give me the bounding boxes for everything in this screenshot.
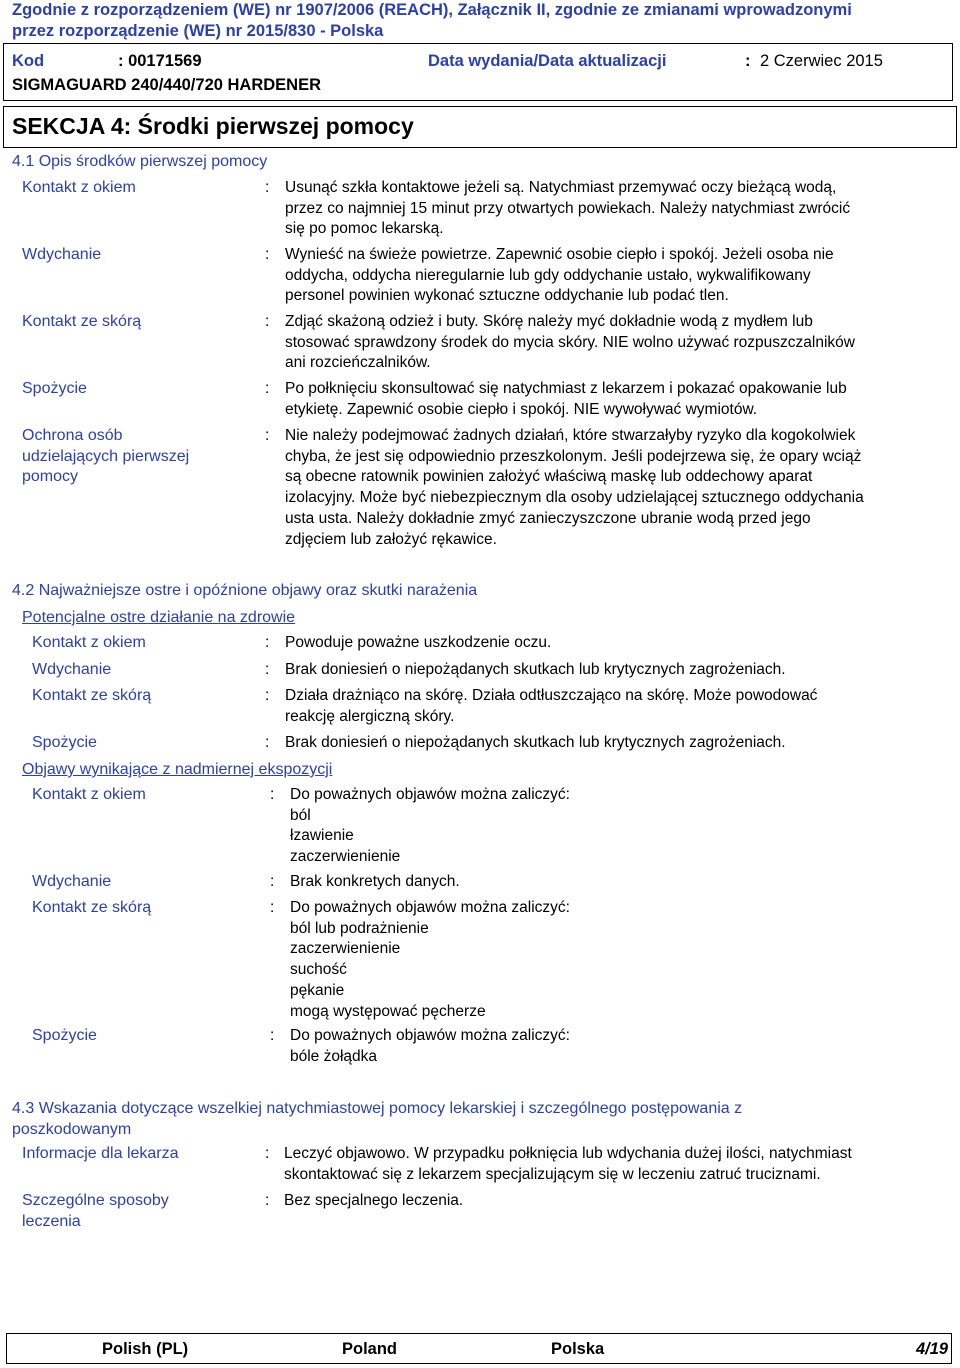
colon: :: [265, 427, 270, 444]
eye-contact-label: Kontakt z okiem: [22, 179, 136, 196]
text-line: bóle żołądka: [290, 1047, 378, 1065]
acute-skin-text: [285, 686, 817, 727]
text-line: ani rozcieńczalników.: [285, 354, 431, 372]
skin-contact-text: [285, 312, 855, 374]
colon: :: [265, 734, 270, 751]
section-title: SEKCJA 4: Środki pierwszej pomocy: [12, 113, 414, 139]
label-line: Ochrona osób: [22, 427, 123, 444]
colon: :: [265, 179, 270, 196]
text-line: Do poważnych objawów można zaliczyć:: [290, 786, 570, 803]
footer-page-number: 4/19: [916, 1340, 949, 1358]
text-line: zdjęciem lub założyć rękawice.: [285, 530, 497, 548]
subsection-4-2-heading: 4.2 Najważniejsze ostre i opóźnione objawy oraz skutki narażenia: [12, 582, 478, 599]
text-line: usta usta. Należy dokładnie zmyć zanieczyszczone ubranie wodą przed jego: [285, 509, 811, 527]
text-line: reakcję alergiczną skóry.: [285, 707, 455, 725]
code-label: Kod: [12, 52, 45, 70]
colon: :: [265, 687, 270, 704]
colon: :: [270, 873, 275, 890]
acute-inhalation-text: Brak doniesień o niepożądanych skutkach lub krytycznych zagrożeniach.: [285, 661, 786, 678]
text-line: personel powinien wykonać sztuczne oddychanie lub podać tlen.: [285, 287, 729, 305]
over-ingestion-text: [290, 1026, 570, 1067]
date-value: 2 Czerwiec 2015: [760, 52, 883, 70]
text-line: Nie należy podejmować żadnych działań, które stwarzałyby ryzyko dla kogokolwiek: [285, 427, 856, 444]
colon: :: [265, 1145, 270, 1162]
acute-effects-heading: Potencjalne ostre działanie na zdrowie: [22, 609, 296, 626]
acute-eye-text: Powoduje poważne uszkodzenie oczu.: [285, 634, 552, 651]
acute-ingestion-text: Brak doniesień o niepożądanych skutkach lub krytycznych zagrożeniach.: [285, 734, 786, 751]
colon: :: [270, 899, 275, 916]
text-line: skontaktować się z lekarzem specjalizującym się w leczeniu zatruć truciznami.: [284, 1165, 821, 1183]
first-aider-protection-label: [22, 426, 189, 488]
heading-line: 4.3 Wskazania dotyczące wszelkiej natychmiastowej pomocy lekarskiej i szczególnego postępowania z: [12, 1100, 743, 1117]
text-line: Po połknięciu skonsultować się natychmiast z lekarzem i pokazać opakowanie lub: [285, 380, 847, 397]
text-line: chyba, że jest się odpowiednio przeszkolonym. Jeśli podejrzewa się, że opary wciąż: [285, 447, 862, 465]
text-line: stosować sprawdzony środek do mycia skóry. NIE wolno używać rozpuszczalników: [285, 333, 855, 351]
acute-inhalation-label: Wdychanie: [32, 661, 112, 678]
text-line: etykietę. Zapewnić osobie ciepło i spokój. NIE wywoływać wymiotów.: [285, 400, 758, 418]
label-line: Szczególne sposoby: [22, 1192, 169, 1209]
colon: :: [265, 1192, 270, 1209]
text-line: przez co najmniej 15 minut przy otwartych powiekach. Należy natychmiast zwrócić: [285, 199, 851, 217]
skin-contact-label: Kontakt ze skórą: [22, 313, 142, 330]
colon: :: [265, 661, 270, 678]
doctor-info-text: [284, 1144, 852, 1185]
text-line: się po pomoc lekarską.: [285, 220, 444, 238]
special-treatment-text: Bez specjalnego leczenia.: [284, 1192, 464, 1209]
text-line: Do poważnych objawów można zaliczyć:: [290, 899, 570, 916]
product-name: SIGMAGUARD 240/440/720 HARDENER: [12, 76, 322, 94]
ingestion-text: [285, 379, 847, 420]
title-line-1: Zgodnie z rozporządzeniem (WE) nr 1907/2006 (REACH), Załącznik II, zgodnie ze zmianami wprowadzonymi: [12, 1, 852, 19]
colon: :: [265, 246, 270, 263]
text-line: Do poważnych objawów można zaliczyć:: [290, 1027, 570, 1044]
text-line: zaczerwienienie: [290, 940, 401, 958]
footer-country-local: Polska: [551, 1340, 605, 1358]
document-title: [12, 0, 852, 42]
text-line: są obecne ratownik powinien założyć właściwą maskę lub oddechowy aparat: [285, 468, 813, 486]
heading-line: poszkodowanym: [12, 1121, 132, 1138]
text-line: izolacyjny. Może być niebezpiecznym dla osoby udzielającej sztucznego oddychania: [285, 489, 864, 507]
inhalation-text: [285, 245, 834, 307]
text-line: ból lub podrażnienie: [290, 919, 429, 937]
date-label: Data wydania/Data aktualizacji: [428, 52, 667, 70]
over-skin-text: [290, 898, 570, 1022]
footer-country: Poland: [342, 1340, 398, 1358]
text-line: zaczerwienienie: [290, 848, 401, 866]
over-inhalation-label: Wdychanie: [32, 873, 112, 890]
text-line: mogą występować pęcherze: [290, 1002, 486, 1020]
eye-contact-text: [285, 178, 850, 240]
special-treatment-label: [22, 1191, 169, 1232]
text-line: suchość: [290, 961, 347, 979]
text-line: łzawienie: [290, 827, 354, 845]
doctor-info-label: Informacje dla lekarza: [22, 1145, 179, 1162]
text-line: Zdjąć skażoną odzież i buty. Skórę należy myć dokładnie wodą z mydłem lub: [285, 313, 813, 330]
acute-eye-label: Kontakt z okiem: [32, 634, 146, 651]
colon: :: [265, 634, 270, 651]
colon: :: [265, 380, 270, 397]
over-skin-label: Kontakt ze skórą: [32, 899, 152, 916]
text-line: Wynieść na świeże powietrze. Zapewnić osobie ciepło i spokój. Jeżeli osoba nie: [285, 246, 834, 263]
text-line: Usunąć szkła kontaktowe jeżeli są. Natychmiast przemywać oczy bieżącą wodą,: [285, 179, 837, 196]
subsection-4-3-heading: [12, 1098, 742, 1140]
text-line: Leczyć objawowo. W przypadku połknięcia lub wdychania dużej ilości, natychmiast: [284, 1145, 852, 1162]
date-colon: :: [745, 52, 751, 70]
text-line: Działa drażniąco na skórę. Działa odtłuszczająco na skórę. Może powodować: [285, 687, 818, 704]
footer-language: Polish (PL): [102, 1340, 189, 1358]
text-line: pękanie: [290, 981, 345, 999]
text-line: ból: [290, 806, 311, 824]
over-eye-label: Kontakt z okiem: [32, 786, 146, 803]
ingestion-label: Spożycie: [22, 380, 87, 397]
over-eye-text: [290, 785, 570, 868]
code-value: : 00171569: [118, 52, 202, 70]
first-aider-protection-text: [285, 426, 864, 550]
colon: :: [270, 1027, 275, 1044]
subsection-4-1-heading: 4.1 Opis środków pierwszej pomocy: [12, 153, 268, 170]
over-inhalation-text: Brak konkretych danych.: [290, 873, 460, 890]
text-line: oddycha, oddycha nieregularnie lub gdy oddychanie ustało, wykwalifikowany: [285, 266, 811, 284]
label-line: leczenia: [22, 1212, 81, 1230]
acute-ingestion-label: Spożycie: [32, 734, 97, 751]
overexposure-heading: Objawy wynikające z nadmiernej ekspozycji: [22, 761, 333, 778]
colon: :: [265, 313, 270, 330]
colon: :: [270, 786, 275, 803]
acute-skin-label: Kontakt ze skórą: [32, 687, 152, 704]
label-line: udzielających pierwszej: [22, 447, 190, 465]
label-line: pomocy: [22, 468, 79, 486]
title-line-2: przez rozporządzenie (WE) nr 2015/830 - Polska: [12, 22, 384, 40]
inhalation-label: Wdychanie: [22, 246, 102, 263]
over-ingestion-label: Spożycie: [32, 1027, 97, 1044]
